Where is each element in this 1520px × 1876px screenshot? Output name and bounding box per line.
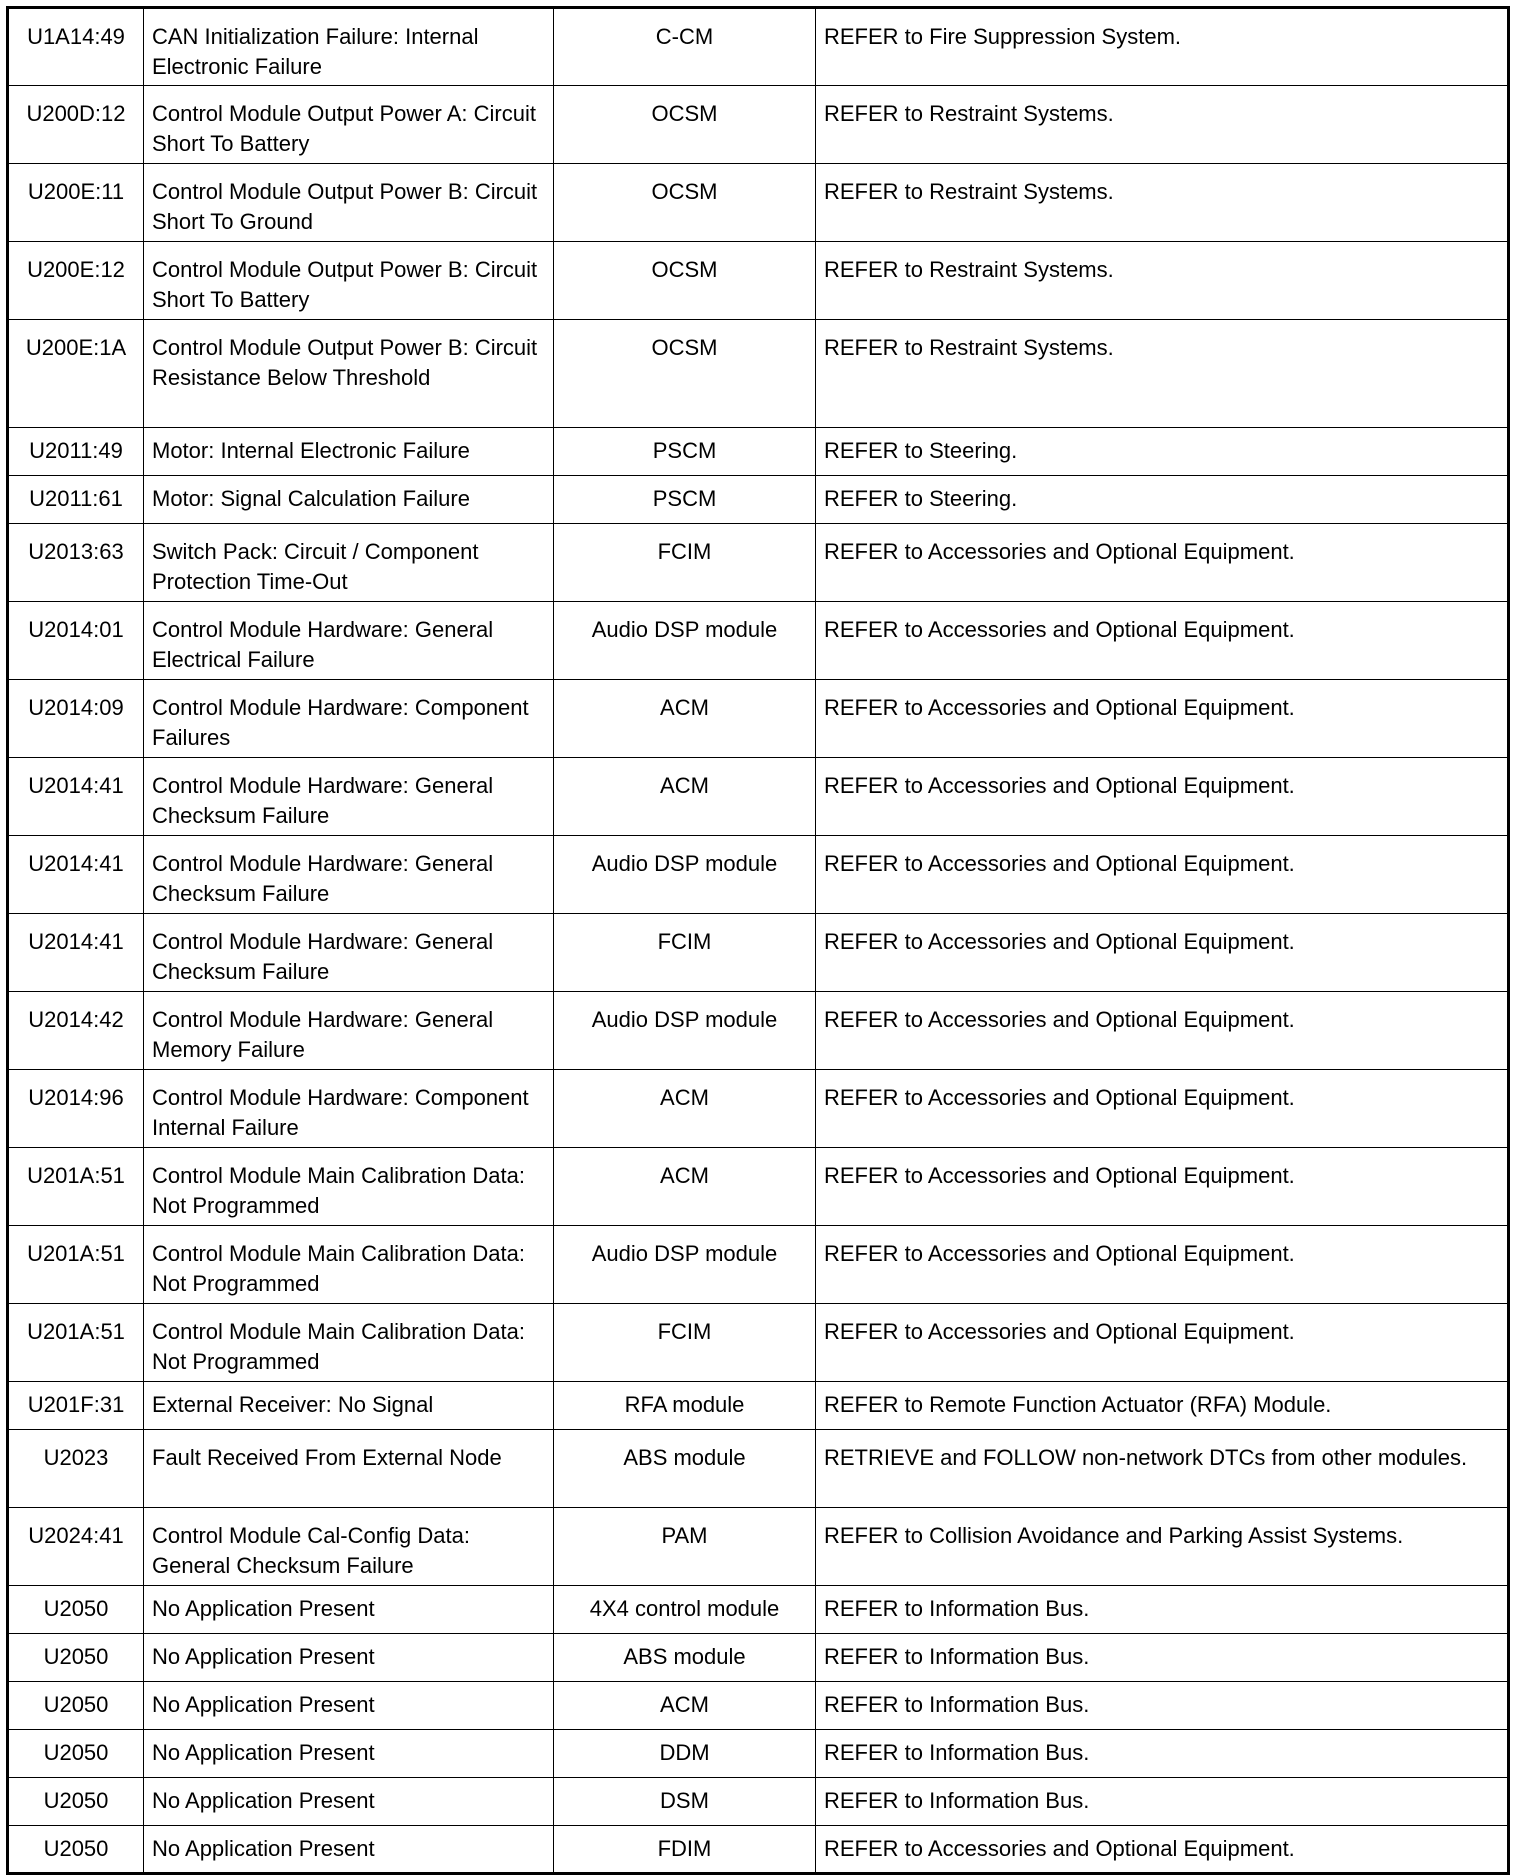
- table-row: [8, 1586, 1509, 1634]
- dtc-code-cell: U2024:41: [8, 1508, 144, 1586]
- table-row: [8, 1226, 1509, 1304]
- module-cell: Audio DSP module: [554, 836, 816, 914]
- module-cell: DDM: [554, 1730, 816, 1778]
- description-cell: Control Module Output Power A: Circuit Short To Battery: [144, 86, 554, 164]
- dtc-code-cell: U2014:41: [8, 836, 144, 914]
- dtc-table: [6, 6, 1510, 1875]
- description-cell: Control Module Hardware: General Memory Failure: [144, 992, 554, 1070]
- dtc-code-cell: U201A:51: [8, 1148, 144, 1226]
- module-cell: ABS module: [554, 1634, 816, 1682]
- action-cell: REFER to Remote Function Actuator (RFA) Module.: [816, 1382, 1509, 1430]
- table-row: [8, 1304, 1509, 1382]
- table-row: [8, 1070, 1509, 1148]
- dtc-code-cell: U2013:63: [8, 524, 144, 602]
- action-cell: REFER to Accessories and Optional Equipment.: [816, 1226, 1509, 1304]
- module-cell: PAM: [554, 1508, 816, 1586]
- dtc-code-cell: U2050: [8, 1826, 144, 1874]
- action-cell: REFER to Accessories and Optional Equipment.: [816, 992, 1509, 1070]
- table-row: [8, 8, 1509, 86]
- description-cell: Control Module Main Calibration Data: Not Programmed: [144, 1226, 554, 1304]
- dtc-code-cell: U201A:51: [8, 1304, 144, 1382]
- table-row: [8, 242, 1509, 320]
- table-row: [8, 836, 1509, 914]
- dtc-code-cell: U200E:12: [8, 242, 144, 320]
- description-cell: Control Module Cal-Config Data: General Checksum Failure: [144, 1508, 554, 1586]
- module-cell: FDIM: [554, 1826, 816, 1874]
- table-row: [8, 758, 1509, 836]
- table-row: [8, 164, 1509, 242]
- dtc-code-cell: U2014:42: [8, 992, 144, 1070]
- dtc-code-cell: U2023: [8, 1430, 144, 1508]
- description-cell: Control Module Hardware: General Checksum Failure: [144, 836, 554, 914]
- action-cell: REFER to Accessories and Optional Equipment.: [816, 1070, 1509, 1148]
- action-cell: REFER to Accessories and Optional Equipment.: [816, 836, 1509, 914]
- description-cell: No Application Present: [144, 1730, 554, 1778]
- table-row: [8, 1508, 1509, 1586]
- dtc-code-cell: U2050: [8, 1634, 144, 1682]
- action-cell: REFER to Information Bus.: [816, 1778, 1509, 1826]
- description-cell: Control Module Output Power B: Circuit Resistance Below Threshold: [144, 320, 554, 428]
- module-cell: ACM: [554, 1148, 816, 1226]
- module-cell: OCSM: [554, 86, 816, 164]
- dtc-code-cell: U200D:12: [8, 86, 144, 164]
- description-cell: Control Module Hardware: General Checksum Failure: [144, 758, 554, 836]
- description-cell: Control Module Main Calibration Data: Not Programmed: [144, 1304, 554, 1382]
- action-cell: REFER to Steering.: [816, 428, 1509, 476]
- dtc-code-cell: U2011:49: [8, 428, 144, 476]
- description-cell: Control Module Hardware: General Checksum Failure: [144, 914, 554, 992]
- table-row: [8, 1634, 1509, 1682]
- table-row: [8, 680, 1509, 758]
- table-row: [8, 602, 1509, 680]
- description-cell: No Application Present: [144, 1682, 554, 1730]
- module-cell: Audio DSP module: [554, 602, 816, 680]
- module-cell: PSCM: [554, 428, 816, 476]
- dtc-code-cell: U1A14:49: [8, 8, 144, 86]
- module-cell: ACM: [554, 1070, 816, 1148]
- module-cell: ACM: [554, 758, 816, 836]
- table-row: [8, 914, 1509, 992]
- dtc-code-cell: U201A:51: [8, 1226, 144, 1304]
- table-row: [8, 320, 1509, 428]
- module-cell: FCIM: [554, 1304, 816, 1382]
- dtc-code-cell: U2050: [8, 1730, 144, 1778]
- table-row: [8, 1430, 1509, 1508]
- module-cell: ABS module: [554, 1430, 816, 1508]
- dtc-code-cell: U200E:11: [8, 164, 144, 242]
- table-row: [8, 1148, 1509, 1226]
- table-row: [8, 1730, 1509, 1778]
- description-cell: Fault Received From External Node: [144, 1430, 554, 1508]
- description-cell: No Application Present: [144, 1826, 554, 1874]
- table-row: [8, 992, 1509, 1070]
- action-cell: REFER to Information Bus.: [816, 1682, 1509, 1730]
- module-cell: OCSM: [554, 164, 816, 242]
- module-cell: PSCM: [554, 476, 816, 524]
- module-cell: 4X4 control module: [554, 1586, 816, 1634]
- dtc-code-cell: U2014:41: [8, 758, 144, 836]
- module-cell: ACM: [554, 1682, 816, 1730]
- description-cell: Control Module Hardware: Component Failures: [144, 680, 554, 758]
- action-cell: REFER to Restraint Systems.: [816, 320, 1509, 428]
- dtc-code-cell: U2050: [8, 1586, 144, 1634]
- dtc-code-cell: U2014:01: [8, 602, 144, 680]
- description-cell: Control Module Hardware: General Electrical Failure: [144, 602, 554, 680]
- table-row: [8, 524, 1509, 602]
- description-cell: Control Module Hardware: Component Internal Failure: [144, 1070, 554, 1148]
- module-cell: Audio DSP module: [554, 1226, 816, 1304]
- action-cell: REFER to Accessories and Optional Equipment.: [816, 914, 1509, 992]
- module-cell: C-CM: [554, 8, 816, 86]
- table-row: [8, 1382, 1509, 1430]
- action-cell: REFER to Restraint Systems.: [816, 242, 1509, 320]
- table-row: [8, 476, 1509, 524]
- action-cell: REFER to Accessories and Optional Equipment.: [816, 602, 1509, 680]
- action-cell: REFER to Information Bus.: [816, 1730, 1509, 1778]
- description-cell: Control Module Main Calibration Data: Not Programmed: [144, 1148, 554, 1226]
- dtc-code-cell: U2014:41: [8, 914, 144, 992]
- action-cell: REFER to Restraint Systems.: [816, 86, 1509, 164]
- action-cell: REFER to Restraint Systems.: [816, 164, 1509, 242]
- module-cell: DSM: [554, 1778, 816, 1826]
- description-cell: Motor: Internal Electronic Failure: [144, 428, 554, 476]
- action-cell: REFER to Fire Suppression System.: [816, 8, 1509, 86]
- table-row: [8, 1682, 1509, 1730]
- module-cell: ACM: [554, 680, 816, 758]
- description-cell: Motor: Signal Calculation Failure: [144, 476, 554, 524]
- table-row: [8, 1826, 1509, 1874]
- dtc-code-cell: U201F:31: [8, 1382, 144, 1430]
- dtc-code-cell: U200E:1A: [8, 320, 144, 428]
- action-cell: REFER to Steering.: [816, 476, 1509, 524]
- description-cell: No Application Present: [144, 1586, 554, 1634]
- module-cell: FCIM: [554, 524, 816, 602]
- description-cell: Control Module Output Power B: Circuit Short To Battery: [144, 242, 554, 320]
- dtc-code-cell: U2014:96: [8, 1070, 144, 1148]
- dtc-code-cell: U2050: [8, 1682, 144, 1730]
- action-cell: REFER to Accessories and Optional Equipment.: [816, 524, 1509, 602]
- action-cell: REFER to Accessories and Optional Equipment.: [816, 1826, 1509, 1874]
- description-cell: No Application Present: [144, 1634, 554, 1682]
- module-cell: Audio DSP module: [554, 992, 816, 1070]
- description-cell: External Receiver: No Signal: [144, 1382, 554, 1430]
- table-row: [8, 428, 1509, 476]
- dtc-code-cell: U2011:61: [8, 476, 144, 524]
- action-cell: REFER to Information Bus.: [816, 1586, 1509, 1634]
- action-cell: REFER to Accessories and Optional Equipment.: [816, 680, 1509, 758]
- description-cell: No Application Present: [144, 1778, 554, 1826]
- table-row: [8, 86, 1509, 164]
- module-cell: RFA module: [554, 1382, 816, 1430]
- action-cell: REFER to Accessories and Optional Equipment.: [816, 1304, 1509, 1382]
- module-cell: FCIM: [554, 914, 816, 992]
- description-cell: CAN Initialization Failure: Internal Electronic Failure: [144, 8, 554, 86]
- action-cell: REFER to Accessories and Optional Equipment.: [816, 758, 1509, 836]
- dtc-code-cell: U2050: [8, 1778, 144, 1826]
- description-cell: Control Module Output Power B: Circuit Short To Ground: [144, 164, 554, 242]
- module-cell: OCSM: [554, 242, 816, 320]
- action-cell: RETRIEVE and FOLLOW non-network DTCs from other modules.: [816, 1430, 1509, 1508]
- action-cell: REFER to Collision Avoidance and Parking Assist Systems.: [816, 1508, 1509, 1586]
- table-row: [8, 1778, 1509, 1826]
- action-cell: REFER to Information Bus.: [816, 1634, 1509, 1682]
- dtc-code-cell: U2014:09: [8, 680, 144, 758]
- action-cell: REFER to Accessories and Optional Equipment.: [816, 1148, 1509, 1226]
- module-cell: OCSM: [554, 320, 816, 428]
- description-cell: Switch Pack: Circuit / Component Protection Time-Out: [144, 524, 554, 602]
